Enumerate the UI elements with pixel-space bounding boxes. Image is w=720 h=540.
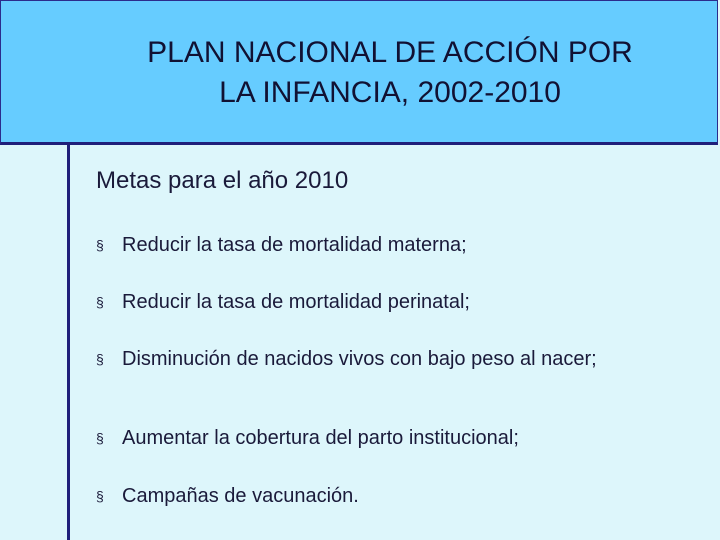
slide-title bbox=[90, 33, 690, 113]
list-item bbox=[96, 291, 670, 313]
slide-title-line-1: PLAN NACIONAL DE ACCIÓN POR bbox=[147, 36, 633, 69]
section-subtitle: Metas para el año 2010 bbox=[96, 167, 349, 194]
list-item bbox=[96, 348, 670, 370]
list-item-text: Campañas de vacunación. bbox=[122, 485, 359, 507]
bullet-marker-icon: § bbox=[96, 294, 104, 310]
bullet-marker-icon: § bbox=[96, 351, 104, 367]
bullet-marker-icon: § bbox=[96, 237, 104, 253]
list-item bbox=[96, 427, 670, 449]
list-item-text: Aumentar la cobertura del parto institucional; bbox=[122, 427, 519, 449]
bullet-marker-icon: § bbox=[96, 430, 104, 446]
list-item-text: Reducir la tasa de mortalidad perinatal; bbox=[122, 291, 470, 313]
list-item bbox=[96, 485, 670, 507]
slide-title-line-2: LA INFANCIA, 2002-2010 bbox=[219, 76, 561, 109]
list-item-text: Reducir la tasa de mortalidad materna; bbox=[122, 234, 467, 256]
list-item-text: Disminución de nacidos vivos con bajo peso al nacer; bbox=[122, 348, 597, 370]
bullet-marker-icon: § bbox=[96, 488, 104, 504]
list-item bbox=[96, 234, 670, 256]
